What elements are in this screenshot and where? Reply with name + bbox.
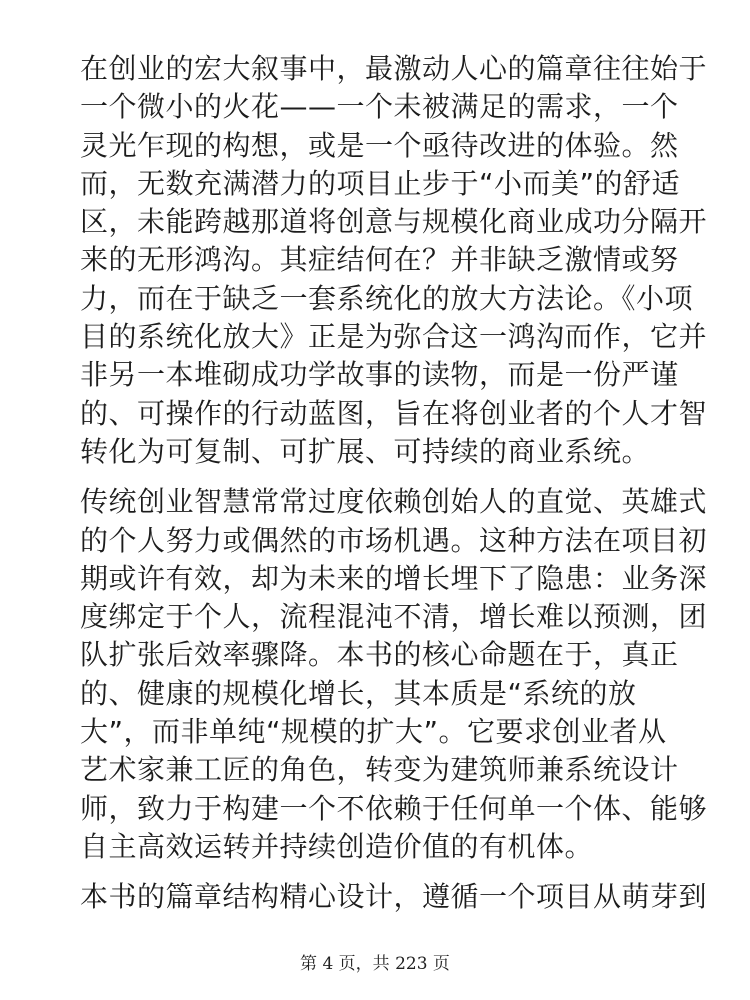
text-line: 期或许有效，却为未来的增长埋下了隐患：业务深 xyxy=(80,561,708,595)
paragraph-3 xyxy=(80,878,708,916)
text-line: 而，无数充满潜力的项目止步于“小而美”的舒适 xyxy=(80,166,681,200)
text-line: 灵光乍现的构想，或是一个亟待改进的体验。然 xyxy=(80,128,679,162)
text-line: 大”，而非单纯“规模的扩大”。它要求创业者从 xyxy=(80,715,667,749)
text-line: 一个微小的火花——一个未被满足的需求，一个 xyxy=(80,90,679,124)
text-line: 转化为可复制、可扩展、可持续的商业系统。 xyxy=(80,434,651,468)
text-line: 本书的篇章结构精心设计，遵循一个项目从萌芽到 xyxy=(80,880,708,914)
text-line: 艺术家兼工匠的角色，转变为建筑师兼系统设计 xyxy=(80,753,679,787)
text-line: 的个人努力或偶然的市场机遇。这种方法在项目初 xyxy=(80,523,708,557)
paragraph-2 xyxy=(80,483,708,866)
text-line: 力，而在于缺乏一套系统化的放大方法论。《小项 xyxy=(80,281,694,315)
page-number-footer: 第 4 页，共 223 页 xyxy=(300,954,450,974)
body-text xyxy=(80,50,708,917)
text-line: 来的无形鸿沟。其症结何在？并非缺乏激情或努 xyxy=(80,243,679,277)
text-line: 传统创业智慧常常过度依赖创始人的直觉、英雄式 xyxy=(80,485,708,519)
text-line: 度绑定于个人，流程混沌不清，增长难以预测，团 xyxy=(80,600,708,634)
text-line: 队扩张后效率骤降。本书的核心命题在于，真正 xyxy=(80,638,679,672)
paragraph-1 xyxy=(80,50,708,471)
text-line: 的、可操作的行动蓝图，旨在将创业者的个人才智 xyxy=(80,396,708,430)
text-line: 自主高效运转并持续创造价值的有机体。 xyxy=(80,829,594,863)
text-line: 在创业的宏大叙事中，最激动人心的篇章往往始于 xyxy=(80,52,708,85)
text-line: 非另一本堆砌成功学故事的读物，而是一份严谨 xyxy=(80,358,679,392)
text-line: 的、健康的规模化增长，其本质是“系统的放 xyxy=(80,676,637,710)
text-line: 师，致力于构建一个不依赖于任何单一个体、能够 xyxy=(80,791,708,825)
text-line: 区，未能跨越那道将创意与规模化商业成功分隔开 xyxy=(80,205,708,239)
text-line: 目的系统化放大》正是为弥合这一鸿沟而作，它并 xyxy=(80,320,708,354)
